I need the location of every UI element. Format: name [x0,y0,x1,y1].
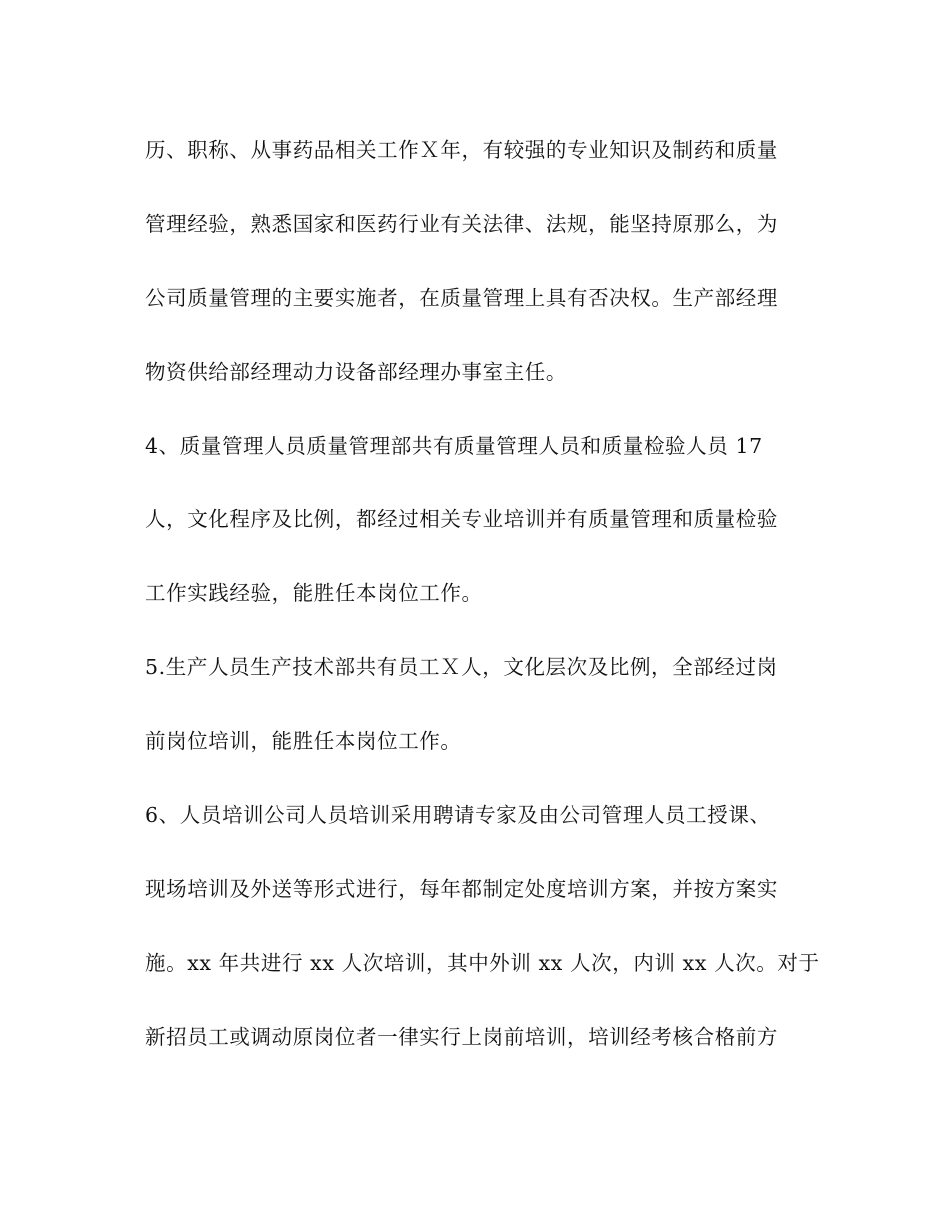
text-line: 管理经验，熟悉国家和医药行业有关法律、法规，能坚持原那么，为 [145,211,778,236]
text-line: 前岗位培训，能胜任本岗位工作。 [145,729,462,754]
text-line: 工作实践经验，能胜任本岗位工作。 [145,581,483,606]
text-line: 现场培训及外送等形式进行，每年都制定处度培训方案，并按方案实 [145,876,778,901]
text-line: 物资供给部经理动力设备部经理办事室主任。 [145,359,567,384]
text-line: 5.生产人员生产技术部共有员工Ｘ人，文化层次及比例，全部经过岗 [145,655,778,680]
text-line: 新招员工或调动原岗位者一律实行上岗前培训，培训经考核合格前方 [145,1024,778,1049]
text-line: 施。xx 年共进行 xx 人次培训，其中外训 xx 人次，内训 xx 人次。对于 [145,950,820,975]
text-line: 人，文化程序及比例，都经过相关专业培训并有质量管理和质量检验 [145,507,778,532]
text-line: 4、质量管理人员质量管理部共有质量管理人员和质量检验人员 17 [145,433,763,458]
text-line: 公司质量管理的主要实施者，在质量管理上具有否决权。生产部经理 [145,285,778,310]
text-line: 历、职称、从事药品相关工作Ｘ年，有较强的专业知识及制药和质量 [145,138,778,162]
text-line: 6、人员培训公司人员培训采用聘请专家及由公司管理人员工授课、 [145,803,771,828]
document-body [145,138,820,1099]
